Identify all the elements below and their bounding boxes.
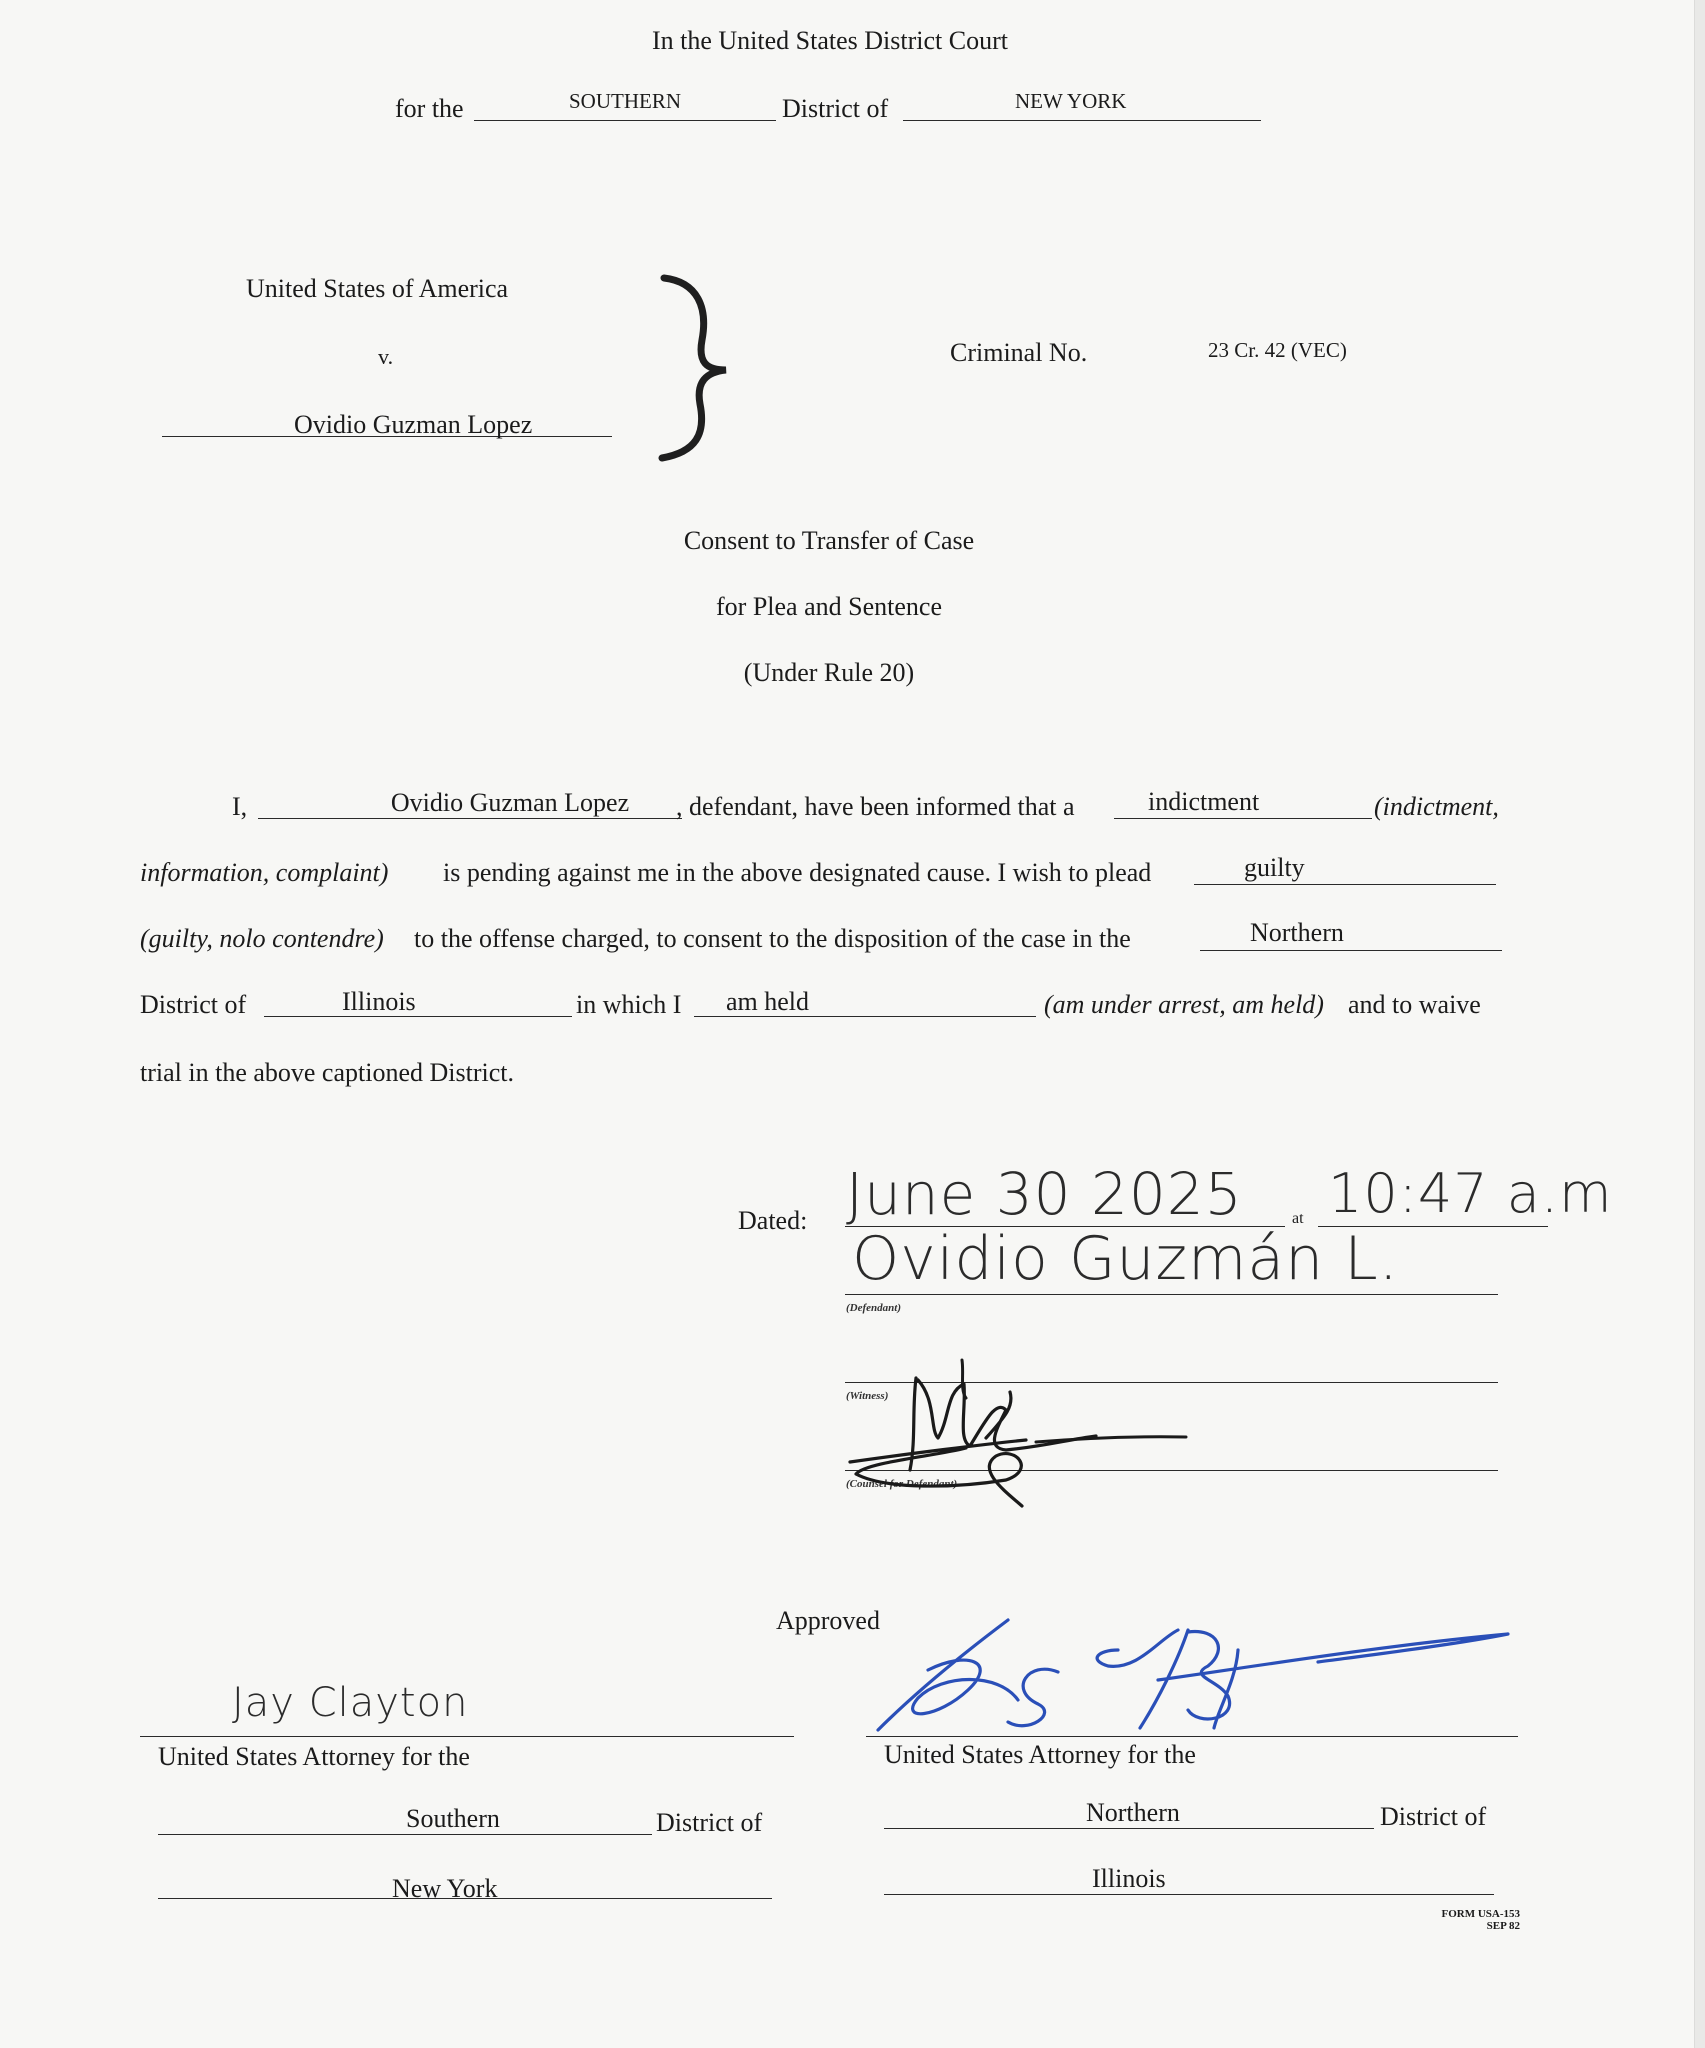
right-district-line [884, 1828, 1374, 1829]
plea-value: guilty [1244, 853, 1305, 882]
criminal-no-label: Criminal No. [950, 338, 1088, 367]
title-line-1: Consent to Transfer of Case [683, 526, 975, 555]
body-text-1: , defendant, have been informed that a [676, 792, 1075, 821]
form-number-line-1: FORM USA-153 [1441, 1908, 1520, 1920]
right-district-of-label: District of [1380, 1802, 1487, 1831]
left-district-value: Southern [406, 1804, 500, 1833]
left-approval-signature-line [140, 1736, 794, 1737]
status-hint: (am under arrest, am held) [1044, 990, 1324, 1019]
at-label: at [1292, 1210, 1304, 1227]
counsel-caption: (Counsel for Defendant) [846, 1478, 958, 1490]
title-line-2: for Plea and Sentence [716, 592, 942, 621]
district-line [474, 120, 776, 121]
body-text-2: is pending against me in the above designated cause. I wish to plead [443, 858, 1152, 887]
title-line-3: (Under Rule 20) [743, 658, 915, 687]
district-of-label: District of [782, 94, 889, 123]
witness-counsel-signature [846, 1320, 1206, 1510]
caption-brace-icon [650, 270, 740, 460]
left-district-line [158, 1834, 652, 1835]
charge-type-hint: (indictment, [1374, 792, 1499, 821]
dated-label: Dated: [738, 1206, 808, 1235]
right-approval-signature [858, 1610, 1518, 1740]
i-label: I, [232, 792, 248, 821]
charge-type-value: indictment [1148, 787, 1260, 816]
charge-type-hint-cont: information, complaint) [140, 858, 389, 887]
transfer-state-value: Illinois [342, 987, 416, 1016]
left-district-of-label: District of [656, 1808, 763, 1837]
defendant-signature-line [845, 1294, 1498, 1295]
right-approval-title: United States Attorney for the [884, 1740, 1196, 1769]
right-state-line [884, 1894, 1494, 1895]
plaintiff-name: United States of America [246, 274, 509, 303]
body-text-4: and to waive [1348, 990, 1481, 1019]
criminal-no-value: 23 Cr. 42 (VEC) [1208, 338, 1347, 362]
transfer-district-line [1200, 950, 1502, 951]
district-value: SOUTHERN [568, 89, 681, 113]
defendant-name-line [258, 818, 682, 819]
form-number [1380, 1908, 1520, 1932]
left-approval-signature: Jay Clayton [232, 1680, 469, 1726]
body-text-3: to the offense charged, to consent to the disposition of the case in the [414, 924, 1131, 953]
versus-label: v. [378, 344, 394, 369]
defendant-signature: Ovidio Guzmán L. [852, 1224, 1399, 1294]
body-defendant-name: Ovidio Guzman Lopez [390, 788, 630, 817]
approved-label: Approved [776, 1606, 880, 1635]
body-text-5: trial in the above captioned District. [140, 1058, 514, 1087]
transfer-district-value: Northern [1250, 918, 1344, 947]
plea-line [1194, 884, 1496, 885]
in-which-label: in which I [576, 990, 682, 1019]
time-handwritten: 10:47 a.m [1328, 1162, 1613, 1225]
transfer-state-line [264, 1016, 572, 1017]
status-value: am held [726, 987, 810, 1016]
right-state-value: Illinois [1092, 1864, 1166, 1893]
form-number-line-2: SEP 82 [1486, 1920, 1520, 1932]
state-value: NEW YORK [1015, 89, 1127, 113]
left-approval-title: United States Attorney for the [158, 1742, 470, 1771]
state-line [903, 120, 1261, 121]
defendant-caption: (Defendant) [846, 1302, 901, 1314]
district-of-label-body: District of [140, 990, 247, 1019]
defendant-caption-name: Ovidio Guzman Lopez [294, 410, 533, 439]
court-title: In the United States District Court [651, 26, 1008, 55]
date-handwritten: June 30 2025 [846, 1160, 1243, 1228]
right-district-value: Northern [1086, 1798, 1180, 1827]
charge-type-line [1114, 818, 1372, 819]
plea-hint: (guilty, nolo contendre) [140, 924, 384, 953]
right-approval-signature-line [866, 1736, 1518, 1737]
page-edge [1694, 0, 1705, 2048]
for-the-label: for the [395, 94, 464, 123]
left-state-value: New York [392, 1874, 498, 1903]
witness-caption: (Witness) [846, 1390, 889, 1402]
